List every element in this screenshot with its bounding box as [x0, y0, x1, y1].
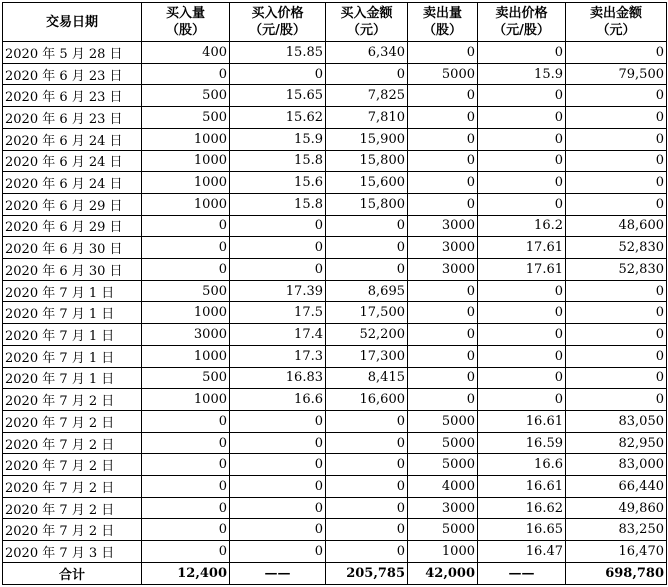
value-cell: 0	[408, 128, 478, 150]
value-cell: 0	[326, 454, 408, 476]
table-row	[3, 302, 667, 324]
value-cell: 0	[408, 302, 478, 324]
value-cell: 52,830	[566, 259, 667, 281]
value-cell: 0	[478, 107, 566, 129]
value-cell: 6,340	[326, 42, 408, 64]
value-cell: 0	[408, 345, 478, 367]
value-cell: 16.6	[478, 454, 566, 476]
table-row	[3, 150, 667, 172]
column-header-line: 卖出量	[422, 6, 462, 21]
value-cell: 16.6	[230, 389, 326, 411]
value-cell: 15.9	[478, 63, 566, 85]
value-cell: 15.8	[230, 150, 326, 172]
value-cell: 16.2	[478, 215, 566, 237]
table-row	[3, 237, 667, 259]
value-cell: 0	[326, 519, 408, 541]
value-cell: 79,500	[566, 63, 667, 85]
table-row	[3, 389, 667, 411]
value-cell: 0	[230, 237, 326, 259]
value-cell: 16.65	[478, 519, 566, 541]
date-cell: 2020 年 7 月 1 日	[3, 345, 142, 367]
value-cell: 15.9	[230, 128, 326, 150]
value-cell: 5000	[408, 519, 478, 541]
value-cell: 3000	[408, 497, 478, 519]
column-header	[566, 3, 667, 42]
value-cell: 0	[408, 193, 478, 215]
value-cell: 17.39	[230, 280, 326, 302]
table-row	[3, 107, 667, 129]
date-cell: 2020 年 6 月 30 日	[3, 259, 142, 281]
date-cell: 2020 年 6 月 23 日	[3, 85, 142, 107]
totals-cell: 42,000	[408, 563, 478, 585]
totals-cell: 698,780	[566, 563, 667, 585]
value-cell: 0	[408, 389, 478, 411]
value-cell: 0	[478, 302, 566, 324]
date-cell: 2020 年 7 月 1 日	[3, 324, 142, 346]
column-header-line: 卖出价格	[495, 6, 548, 21]
value-cell: 0	[478, 42, 566, 64]
date-cell: 2020 年 7 月 1 日	[3, 280, 142, 302]
value-cell: 15,800	[326, 193, 408, 215]
value-cell: 17,300	[326, 345, 408, 367]
value-cell: 17.5	[230, 302, 326, 324]
value-cell: 0	[326, 237, 408, 259]
value-cell: 0	[478, 193, 566, 215]
value-cell: 17.3	[230, 345, 326, 367]
value-cell: 82,950	[566, 432, 667, 454]
value-cell: 52,200	[326, 324, 408, 346]
date-cell: 2020 年 7 月 2 日	[3, 519, 142, 541]
value-cell: 0	[142, 432, 230, 454]
value-cell: 0	[326, 476, 408, 498]
value-cell: 0	[566, 389, 667, 411]
value-cell: 0	[230, 63, 326, 85]
value-cell: 83,250	[566, 519, 667, 541]
value-cell: 66,440	[566, 476, 667, 498]
value-cell: 1000	[408, 541, 478, 563]
value-cell: 16.61	[478, 476, 566, 498]
value-cell: 7,810	[326, 107, 408, 129]
value-cell: 8,695	[326, 280, 408, 302]
totals-cell: 12,400	[142, 563, 230, 585]
value-cell: 1000	[142, 172, 230, 194]
value-cell: 16,600	[326, 389, 408, 411]
table-row	[3, 476, 667, 498]
value-cell: 400	[142, 42, 230, 64]
value-cell: 0	[142, 259, 230, 281]
value-cell: 0	[326, 541, 408, 563]
column-header	[142, 3, 230, 42]
column-header-line: 卖出金额	[589, 6, 642, 21]
header-row	[3, 3, 667, 42]
value-cell: 16.47	[478, 541, 566, 563]
value-cell: 0	[142, 237, 230, 259]
value-cell: 0	[142, 497, 230, 519]
column-header-line: 买入金额	[340, 6, 393, 21]
value-cell: 3000	[408, 259, 478, 281]
column-header-line: 买入量	[165, 6, 205, 21]
value-cell: 0	[142, 519, 230, 541]
table-row	[3, 42, 667, 64]
value-cell: 0	[142, 476, 230, 498]
value-cell: 83,050	[566, 410, 667, 432]
date-cell: 2020 年 7 月 1 日	[3, 367, 142, 389]
date-cell: 2020 年 6 月 30 日	[3, 237, 142, 259]
value-cell: 0	[408, 172, 478, 194]
totals-cell: ——	[230, 563, 326, 585]
value-cell: 0	[478, 324, 566, 346]
value-cell: 0	[566, 85, 667, 107]
value-cell: 0	[326, 259, 408, 281]
value-cell: 0	[142, 410, 230, 432]
value-cell: 15.8	[230, 193, 326, 215]
table-row	[3, 541, 667, 563]
value-cell: 1000	[142, 345, 230, 367]
date-cell: 2020 年 6 月 24 日	[3, 172, 142, 194]
value-cell: 0	[230, 432, 326, 454]
table-row	[3, 215, 667, 237]
value-cell: 0	[408, 280, 478, 302]
value-cell: 0	[408, 324, 478, 346]
table-row	[3, 85, 667, 107]
value-cell: 48,600	[566, 215, 667, 237]
value-cell: 0	[478, 280, 566, 302]
value-cell: 17.61	[478, 237, 566, 259]
value-cell: 0	[230, 454, 326, 476]
value-cell: 16,470	[566, 541, 667, 563]
table-row	[3, 454, 667, 476]
value-cell: 1000	[142, 302, 230, 324]
value-cell: 15.65	[230, 85, 326, 107]
value-cell: 0	[478, 389, 566, 411]
value-cell: 0	[566, 280, 667, 302]
value-cell: 7,825	[326, 85, 408, 107]
date-cell: 2020 年 7 月 2 日	[3, 410, 142, 432]
table-header	[3, 3, 667, 42]
value-cell: 0	[408, 150, 478, 172]
value-cell: 83,000	[566, 454, 667, 476]
value-cell: 0	[478, 85, 566, 107]
value-cell: 16.62	[478, 497, 566, 519]
value-cell: 0	[230, 410, 326, 432]
value-cell: 0	[230, 259, 326, 281]
date-cell: 2020 年 6 月 23 日	[3, 63, 142, 85]
table-row	[3, 172, 667, 194]
value-cell: 0	[566, 193, 667, 215]
value-cell: 3000	[408, 237, 478, 259]
value-cell: 0	[408, 85, 478, 107]
value-cell: 17.61	[478, 259, 566, 281]
value-cell: 15.62	[230, 107, 326, 129]
value-cell: 49,860	[566, 497, 667, 519]
value-cell: 17,500	[326, 302, 408, 324]
value-cell: 16.83	[230, 367, 326, 389]
value-cell: 0	[230, 476, 326, 498]
date-cell: 2020 年 7 月 2 日	[3, 497, 142, 519]
value-cell: 500	[142, 280, 230, 302]
date-cell: 2020 年 7 月 2 日	[3, 432, 142, 454]
value-cell: 16.59	[478, 432, 566, 454]
value-cell: 3000	[408, 215, 478, 237]
value-cell: 0	[478, 150, 566, 172]
value-cell: 15,800	[326, 150, 408, 172]
value-cell: 0	[142, 454, 230, 476]
value-cell: 500	[142, 85, 230, 107]
value-cell: 0	[326, 497, 408, 519]
table-row	[3, 63, 667, 85]
date-cell: 2020 年 6 月 29 日	[3, 193, 142, 215]
date-cell: 2020 年 7 月 2 日	[3, 476, 142, 498]
value-cell: 3000	[142, 324, 230, 346]
date-cell: 2020 年 6 月 23 日	[3, 107, 142, 129]
value-cell: 0	[230, 497, 326, 519]
value-cell: 0	[566, 107, 667, 129]
date-cell: 2020 年 7 月 2 日	[3, 389, 142, 411]
value-cell: 0	[566, 345, 667, 367]
value-cell: 500	[142, 107, 230, 129]
value-cell: 0	[230, 215, 326, 237]
value-cell: 1000	[142, 193, 230, 215]
totals-row	[3, 563, 667, 585]
table-row	[3, 259, 667, 281]
value-cell: 0	[326, 410, 408, 432]
value-cell: 17.4	[230, 324, 326, 346]
column-header-line: 交易日期	[45, 14, 98, 30]
column-header-line: （股）	[422, 23, 462, 38]
value-cell: 52,830	[566, 237, 667, 259]
column-header	[478, 3, 566, 42]
column-header	[3, 3, 142, 42]
date-cell: 2020 年 6 月 24 日	[3, 150, 142, 172]
value-cell: 15,900	[326, 128, 408, 150]
column-header	[408, 3, 478, 42]
column-header-line: （股）	[165, 23, 205, 38]
totals-cell: ——	[478, 563, 566, 585]
value-cell: 1000	[142, 128, 230, 150]
totals-cell: 205,785	[326, 563, 408, 585]
value-cell: 0	[326, 215, 408, 237]
value-cell: 0	[566, 42, 667, 64]
value-cell: 0	[230, 519, 326, 541]
value-cell: 0	[478, 128, 566, 150]
value-cell: 5000	[408, 410, 478, 432]
date-cell: 2020 年 7 月 1 日	[3, 302, 142, 324]
value-cell: 0	[230, 541, 326, 563]
date-cell: 2020 年 6 月 24 日	[3, 128, 142, 150]
value-cell: 5000	[408, 454, 478, 476]
value-cell: 500	[142, 367, 230, 389]
table-row	[3, 410, 667, 432]
date-cell: 2020 年 5 月 28 日	[3, 42, 142, 64]
value-cell: 0	[566, 172, 667, 194]
value-cell: 0	[142, 541, 230, 563]
table-row	[3, 497, 667, 519]
totals-label: 合计	[3, 563, 142, 585]
value-cell: 0	[478, 172, 566, 194]
table-row	[3, 193, 667, 215]
value-cell: 15,600	[326, 172, 408, 194]
value-cell: 5000	[408, 432, 478, 454]
column-header-line: （元）	[596, 23, 636, 38]
date-cell: 2020 年 6 月 29 日	[3, 215, 142, 237]
value-cell: 0	[142, 63, 230, 85]
value-cell: 0	[566, 367, 667, 389]
value-cell: 0	[408, 42, 478, 64]
column-header	[230, 3, 326, 42]
value-cell: 0	[408, 107, 478, 129]
value-cell: 0	[566, 150, 667, 172]
trade-table	[2, 2, 667, 585]
value-cell: 1000	[142, 389, 230, 411]
value-cell: 0	[566, 128, 667, 150]
table-row	[3, 128, 667, 150]
table-row	[3, 367, 667, 389]
table-row	[3, 280, 667, 302]
column-header-line: （元/股）	[493, 23, 550, 38]
value-cell: 0	[142, 215, 230, 237]
value-cell: 0	[566, 324, 667, 346]
column-header	[326, 3, 408, 42]
column-header-line: （元）	[346, 23, 386, 38]
value-cell: 1000	[142, 150, 230, 172]
table-row	[3, 345, 667, 367]
table-row	[3, 432, 667, 454]
column-header-line: （元/股）	[249, 23, 306, 38]
value-cell: 0	[326, 432, 408, 454]
column-header-line: 买入价格	[251, 6, 304, 21]
table-row	[3, 324, 667, 346]
value-cell: 0	[408, 367, 478, 389]
table-row	[3, 519, 667, 541]
table-footer	[3, 563, 667, 585]
date-cell: 2020 年 7 月 3 日	[3, 541, 142, 563]
value-cell: 15.85	[230, 42, 326, 64]
value-cell: 0	[566, 302, 667, 324]
value-cell: 5000	[408, 63, 478, 85]
value-cell: 8,415	[326, 367, 408, 389]
value-cell: 4000	[408, 476, 478, 498]
value-cell: 0	[326, 63, 408, 85]
table-body	[3, 42, 667, 563]
value-cell: 15.6	[230, 172, 326, 194]
value-cell: 0	[478, 345, 566, 367]
date-cell: 2020 年 7 月 2 日	[3, 454, 142, 476]
value-cell: 16.61	[478, 410, 566, 432]
value-cell: 0	[478, 367, 566, 389]
